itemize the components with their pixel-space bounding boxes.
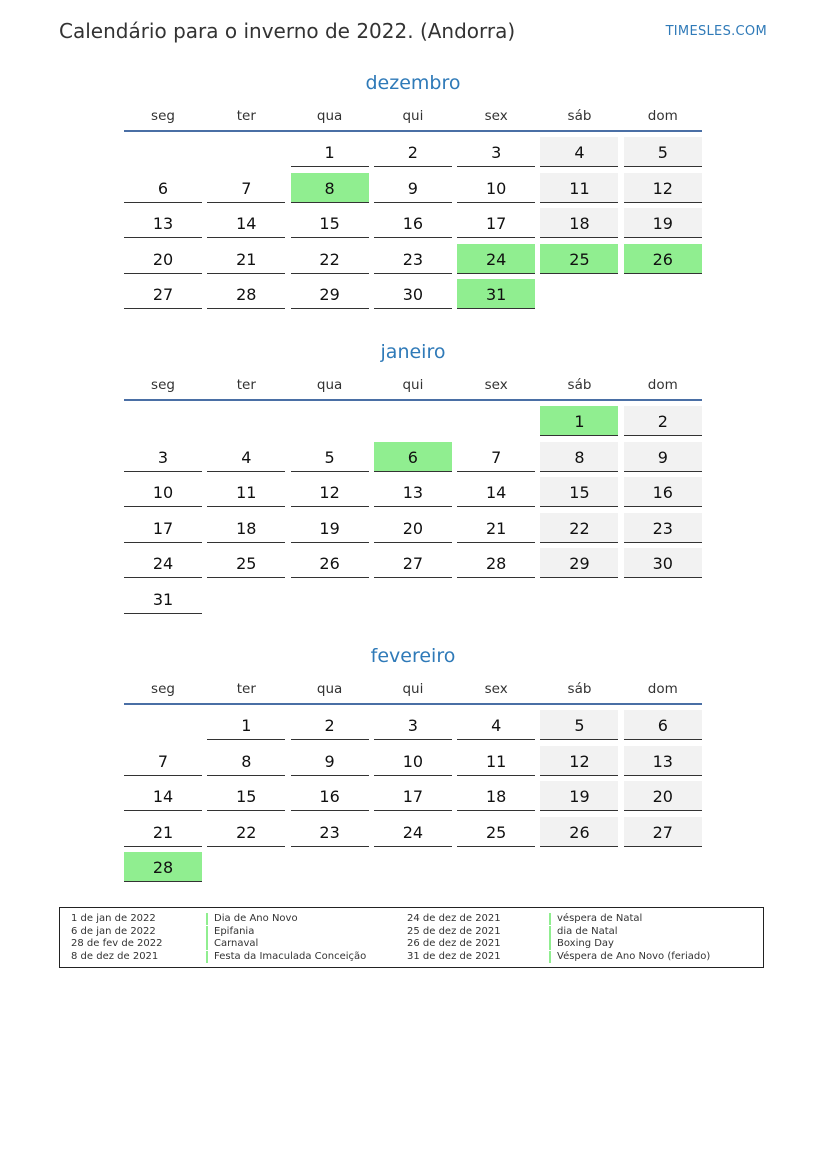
weekday-label: sex [484,108,508,124]
month-name: dezembro [365,72,461,94]
weekday-label: qua [316,108,343,124]
weekday-label: ter [236,681,256,697]
empty-cell [124,406,202,436]
day-cell: 21 [457,513,535,543]
legend-holiday-name: dia de Natal [549,926,618,938]
weekday-header [124,681,702,703]
day-cell: 20 [124,244,202,274]
empty-cell [124,137,202,167]
day-cell: 18 [540,208,618,238]
empty-cell [291,406,369,436]
day-cell: 21 [207,244,285,274]
day-cell: 19 [291,513,369,543]
header-divider [124,399,702,401]
month-calendar [124,339,702,614]
empty-cell [457,406,535,436]
weekday-label: seg [151,681,175,697]
weekday-label: qui [402,377,424,393]
weekday-label: sáb [567,108,592,124]
legend-date: 25 de dez de 2021 [407,925,501,937]
day-grid [124,137,702,309]
day-cell: 13 [624,746,702,776]
day-cell: 26 [291,548,369,578]
weekday-label: qui [402,108,424,124]
day-cell: 29 [540,548,618,578]
day-cell: 21 [124,817,202,847]
holiday-day-cell: 6 [374,442,452,472]
legend-holiday-name: Véspera de Ano Novo (feriado) [549,951,710,963]
day-cell: 31 [124,584,202,614]
day-cell: 3 [374,710,452,740]
day-cell: 5 [624,137,702,167]
weekday-label: qua [316,377,343,393]
day-cell: 22 [207,817,285,847]
day-cell: 3 [124,442,202,472]
day-cell: 2 [624,406,702,436]
day-cell: 18 [457,781,535,811]
legend-holiday-name: Carnaval [206,938,258,950]
legend-holiday-name: Epifania [206,926,254,938]
day-cell: 8 [540,442,618,472]
weekday-label: dom [647,108,678,124]
holiday-day-cell: 28 [124,852,202,882]
day-cell: 18 [207,513,285,543]
day-cell: 19 [540,781,618,811]
holiday-day-cell: 25 [540,244,618,274]
day-cell: 9 [624,442,702,472]
day-cell: 16 [374,208,452,238]
day-cell: 29 [291,279,369,309]
weekday-label: qua [316,681,343,697]
empty-cell [207,406,285,436]
holiday-day-cell: 8 [291,173,369,203]
empty-cell [207,137,285,167]
day-cell: 14 [457,477,535,507]
day-cell: 2 [291,710,369,740]
day-cell: 9 [374,173,452,203]
day-cell: 16 [291,781,369,811]
weekday-label: sáb [567,377,592,393]
day-cell: 1 [207,710,285,740]
day-cell: 1 [291,137,369,167]
weekday-label: seg [151,108,175,124]
weekday-label: seg [151,377,175,393]
weekday-header [124,108,702,130]
day-cell: 22 [291,244,369,274]
legend-date: 1 de jan de 2022 [71,913,156,924]
day-cell: 22 [540,513,618,543]
day-cell: 13 [374,477,452,507]
day-cell: 20 [374,513,452,543]
empty-cell [374,406,452,436]
day-cell: 17 [374,781,452,811]
day-cell: 16 [624,477,702,507]
day-cell: 15 [291,208,369,238]
day-cell: 7 [207,173,285,203]
day-cell: 24 [124,548,202,578]
weekday-label: dom [647,681,678,697]
header-divider [124,703,702,705]
day-cell: 27 [374,548,452,578]
day-cell: 12 [540,746,618,776]
legend-holiday-name: Dia de Ano Novo [206,913,298,925]
day-cell: 15 [540,477,618,507]
weekday-label: qui [402,681,424,697]
legend-date: 26 de dez de 2021 [407,938,501,950]
day-cell: 2 [374,137,452,167]
day-cell: 28 [207,279,285,309]
day-cell: 28 [457,548,535,578]
legend-holiday-name: Festa da Imaculada Conceição [206,951,366,963]
day-cell: 11 [207,477,285,507]
day-cell: 30 [624,548,702,578]
day-cell: 25 [457,817,535,847]
day-cell: 7 [457,442,535,472]
brand-link[interactable]: TIMESLES.COM [665,24,767,39]
day-cell: 7 [124,746,202,776]
day-cell: 10 [457,173,535,203]
day-cell: 27 [124,279,202,309]
day-cell: 5 [291,442,369,472]
day-cell: 27 [624,817,702,847]
day-cell: 23 [624,513,702,543]
month-calendar [124,70,702,309]
day-cell: 4 [207,442,285,472]
weekday-label: ter [236,108,256,124]
month-name: janeiro [380,341,446,363]
day-grid [124,710,702,882]
weekday-header [124,377,702,399]
day-cell: 26 [540,817,618,847]
day-cell: 6 [624,710,702,740]
day-cell: 30 [374,279,452,309]
day-cell: 14 [207,208,285,238]
day-cell: 20 [624,781,702,811]
day-cell: 24 [374,817,452,847]
day-cell: 5 [540,710,618,740]
holiday-legend [59,907,764,968]
holiday-day-cell: 24 [457,244,535,274]
weekday-label: sex [484,681,508,697]
day-cell: 10 [374,746,452,776]
day-cell: 12 [291,477,369,507]
day-cell: 11 [457,746,535,776]
day-cell: 9 [291,746,369,776]
day-grid [124,406,702,614]
empty-cell [124,710,202,740]
day-cell: 4 [540,137,618,167]
legend-date: 28 de fev de 2022 [71,938,163,950]
month-calendar [124,643,702,882]
day-cell: 19 [624,208,702,238]
holiday-day-cell: 31 [457,279,535,309]
page-title: Calendário para o inverno de 2022. (Andorra) [59,19,516,43]
weekday-label: dom [647,377,678,393]
day-cell: 6 [124,173,202,203]
day-cell: 13 [124,208,202,238]
day-cell: 4 [457,710,535,740]
day-cell: 10 [124,477,202,507]
day-cell: 15 [207,781,285,811]
day-cell: 25 [207,548,285,578]
day-cell: 17 [457,208,535,238]
day-cell: 23 [374,244,452,274]
holiday-day-cell: 1 [540,406,618,436]
header-divider [124,130,702,132]
legend-holiday-name: Boxing Day [549,938,614,950]
weekday-label: ter [236,377,256,393]
day-cell: 12 [624,173,702,203]
day-cell: 17 [124,513,202,543]
day-cell: 11 [540,173,618,203]
day-cell: 3 [457,137,535,167]
legend-date: 6 de jan de 2022 [71,925,156,937]
legend-date: 24 de dez de 2021 [407,913,501,924]
day-cell: 23 [291,817,369,847]
holiday-day-cell: 26 [624,244,702,274]
weekday-label: sex [484,377,508,393]
weekday-label: sáb [567,681,592,697]
legend-date: 8 de dez de 2021 [71,951,159,963]
legend-date: 31 de dez de 2021 [407,951,501,963]
day-cell: 14 [124,781,202,811]
legend-holiday-name: véspera de Natal [549,913,642,925]
month-name: fevereiro [370,645,456,667]
day-cell: 8 [207,746,285,776]
